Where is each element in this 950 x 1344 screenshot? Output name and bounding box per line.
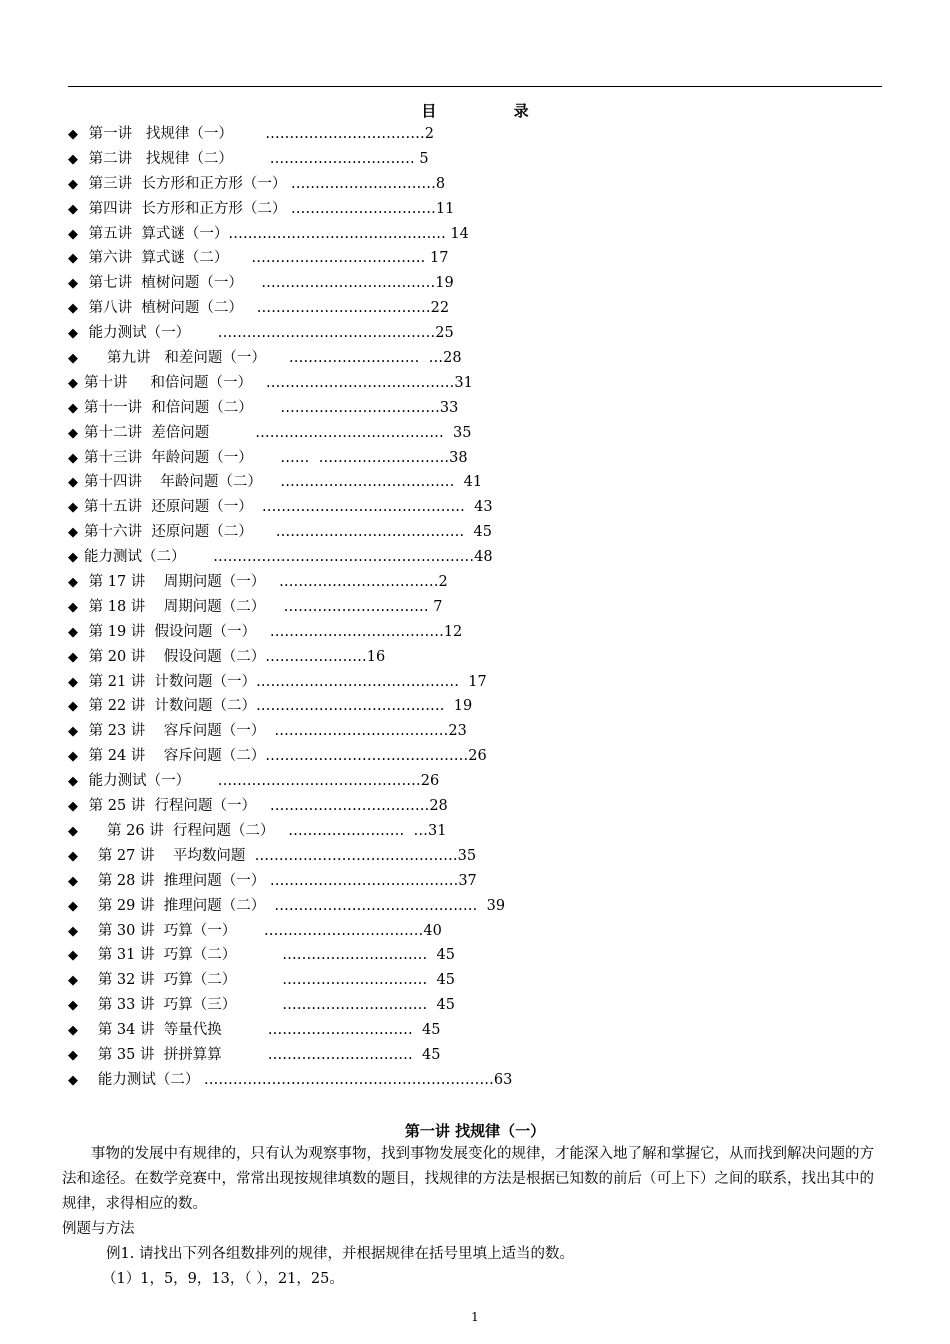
- toc-entry-text: 第 32 讲 巧算（二） ………………………… 45: [84, 972, 455, 989]
- diamond-bullet-icon: ◆: [68, 998, 78, 1014]
- diamond-bullet-icon: ◆: [68, 301, 78, 317]
- toc-entry: [68, 296, 548, 321]
- diamond-bullet-icon: ◆: [68, 649, 78, 665]
- diamond-bullet-icon: ◆: [68, 624, 78, 640]
- toc-entry: [68, 620, 548, 645]
- toc-entry-text: 第 17 讲 周期问题（一） ……………………………2: [84, 574, 448, 591]
- toc-entry: [68, 371, 548, 396]
- toc-entry: [68, 470, 548, 495]
- toc-entry: [68, 694, 548, 719]
- toc-entry: [68, 794, 548, 819]
- diamond-bullet-icon: ◆: [68, 898, 78, 914]
- toc-entry-text: 第 21 讲 计数问题（一）…………………………………… 17: [84, 673, 487, 690]
- toc-entry: [68, 968, 548, 993]
- diamond-bullet-icon: ◆: [68, 749, 78, 765]
- toc-entry-text: 第 26 讲 行程问题（二） …………………… …31: [84, 822, 447, 839]
- diamond-bullet-icon: ◆: [68, 923, 78, 939]
- toc-entry-text: 第 35 讲 拼拼算算 ………………………… 45: [84, 1046, 441, 1063]
- diamond-bullet-icon: ◆: [68, 575, 78, 591]
- diamond-bullet-icon: ◆: [68, 375, 78, 391]
- diamond-bullet-icon: ◆: [68, 400, 78, 416]
- toc-entry: [68, 346, 548, 371]
- toc-entry-text: 第 22 讲 计数问题（二）………………………………… 19: [84, 698, 473, 715]
- toc-entry: [68, 1018, 548, 1043]
- toc-entry: [68, 520, 548, 545]
- toc-entry-text: 第 31 讲 巧算（二） ………………………… 45: [84, 947, 455, 964]
- diamond-bullet-icon: ◆: [68, 351, 78, 367]
- toc-entry: [68, 222, 548, 247]
- toc-entry: [68, 271, 548, 296]
- diamond-bullet-icon: ◆: [68, 799, 78, 815]
- toc-entry-text: 第 25 讲 行程问题（一） ……………………………28: [84, 798, 448, 815]
- diamond-bullet-icon: ◆: [68, 1047, 78, 1063]
- diamond-bullet-icon: ◆: [68, 1023, 78, 1039]
- toc-entry: [68, 894, 548, 919]
- diamond-bullet-icon: ◆: [68, 475, 78, 491]
- toc-entry-text: 第六讲 算式谜（二） ……………………………… 17: [84, 250, 449, 267]
- toc-entry-text: 能力测试（一） ………………………………………25: [84, 325, 454, 342]
- toc-entry-text: 第十三讲 年龄问题（一） …… ………………………38: [84, 449, 468, 466]
- diamond-bullet-icon: ◆: [68, 450, 78, 466]
- diamond-bullet-icon: ◆: [68, 525, 78, 541]
- page-number: 1: [471, 1310, 479, 1324]
- toc-entry-text: 第三讲 长方形和正方形（一） …………………………8: [84, 175, 446, 192]
- toc-entry-text: 第 23 讲 容斥问题（一） ………………………………23: [84, 723, 467, 740]
- lesson-heading: 第一讲 找规律（一）: [404, 1122, 546, 1140]
- toc-entry: [68, 595, 548, 620]
- section-label: 例题与方法: [62, 1221, 135, 1237]
- diamond-bullet-icon: ◆: [68, 674, 78, 690]
- toc-entry: [68, 122, 548, 147]
- toc-entry-text: 第九讲 和差问题（一） ……………………… …28: [84, 350, 462, 367]
- diamond-bullet-icon: ◆: [68, 425, 78, 441]
- toc-entry: [68, 1068, 548, 1093]
- toc-entry-text: 第 33 讲 巧算（三） ………………………… 45: [84, 997, 455, 1014]
- diamond-bullet-icon: ◆: [68, 151, 78, 167]
- toc-entry-text: 第八讲 植树问题（二） ………………………………22: [84, 300, 450, 317]
- toc-entry-text: 第七讲 植树问题（一） ………………………………19: [84, 275, 454, 292]
- table-of-contents: [68, 122, 548, 1093]
- toc-entry: [68, 719, 548, 744]
- toc-entry-text: 第十六讲 还原问题（二） ………………………………… 45: [84, 524, 492, 541]
- diamond-bullet-icon: ◆: [68, 873, 78, 889]
- diamond-bullet-icon: ◆: [68, 948, 78, 964]
- toc-entry: [68, 197, 548, 222]
- toc-entry: [68, 1043, 548, 1068]
- diamond-bullet-icon: ◆: [68, 724, 78, 740]
- toc-entry: [68, 396, 548, 421]
- toc-entry-text: 能力测试（二） ……………………………………………………63: [84, 1071, 513, 1088]
- diamond-bullet-icon: ◆: [68, 500, 78, 516]
- toc-entry-text: 第 20 讲 假设问题（二）…………………16: [84, 648, 386, 665]
- toc-entry-text: 第 34 讲 等量代换 ………………………… 45: [84, 1022, 441, 1039]
- toc-entry-text: 第 18 讲 周期问题（二） ………………………… 7: [84, 598, 443, 615]
- toc-entry: [68, 670, 548, 695]
- toc-entry-text: 第一讲 找规律（一） ……………………………2: [84, 126, 434, 142]
- toc-entry-text: 第二讲 找规律（二） ………………………… 5: [84, 150, 429, 167]
- diamond-bullet-icon: ◆: [68, 226, 78, 242]
- diamond-bullet-icon: ◆: [68, 848, 78, 864]
- diamond-bullet-icon: ◆: [68, 276, 78, 292]
- diamond-bullet-icon: ◆: [68, 201, 78, 217]
- toc-entry-text: 第 24 讲 容斥问题（二）……………………………………26: [84, 748, 487, 765]
- diamond-bullet-icon: ◆: [68, 1072, 78, 1088]
- toc-entry-text: 第四讲 长方形和正方形（二） …………………………11: [84, 200, 455, 217]
- toc-entry: [68, 645, 548, 670]
- diamond-bullet-icon: ◆: [68, 176, 78, 192]
- toc-entry-text: 能力测试（一） ……………………………………26: [84, 773, 440, 790]
- toc-entry: [68, 943, 548, 968]
- toc-entry-text: 第十四讲 年龄问题（二） ……………………………… 41: [84, 474, 483, 491]
- toc-entry-text: 第十二讲 差倍问题 ………………………………… 35: [84, 424, 472, 441]
- toc-entry: [68, 993, 548, 1018]
- toc-entry: [68, 446, 548, 471]
- toc-entry: [68, 844, 548, 869]
- toc-entry: [68, 421, 548, 446]
- toc-entry-text: 第十五讲 还原问题（一） …………………………………… 43: [84, 499, 493, 516]
- diamond-bullet-icon: ◆: [68, 127, 78, 142]
- diamond-bullet-icon: ◆: [68, 599, 78, 615]
- toc-entry: [68, 321, 548, 346]
- toc-entry: [68, 570, 548, 595]
- toc-entry: [68, 869, 548, 894]
- toc-entry: [68, 246, 548, 271]
- diamond-bullet-icon: ◆: [68, 550, 78, 566]
- lesson-intro: 事物的发展中有规律的，只有认为观察事物，找到事物发展变化的规律，才能深入地了解和掌握它，从而找到解决问题的方法和途径。在数学竞赛中，常常出现按规律填数的题目，找规律的方法是根据已知数的前后（可上下）之间的联系，找出其中的规律，求得相应的数。: [62, 1146, 874, 1212]
- toc-title: 目 录: [421, 102, 565, 120]
- diamond-bullet-icon: ◆: [68, 973, 78, 989]
- toc-entry: [68, 819, 548, 844]
- toc-entry: [68, 744, 548, 769]
- toc-entry: [68, 172, 548, 197]
- lesson-body: [62, 1142, 886, 1292]
- toc-entry: [68, 495, 548, 520]
- diamond-bullet-icon: ◆: [68, 774, 78, 790]
- example-item: （1）1，5，9，13，（ ），21，25。: [102, 1271, 344, 1287]
- toc-entry: [68, 147, 548, 172]
- toc-entry-text: 第 27 讲 平均数问题 ……………………………………35: [84, 847, 477, 864]
- toc-entry: [68, 545, 548, 570]
- diamond-bullet-icon: ◆: [68, 326, 78, 342]
- diamond-bullet-icon: ◆: [68, 699, 78, 715]
- top-rule: [68, 86, 882, 87]
- toc-entry-text: 第 30 讲 巧算（一） ……………………………40: [84, 922, 442, 939]
- diamond-bullet-icon: ◆: [68, 251, 78, 267]
- toc-entry-text: 能力测试（二） ………………………………………………48: [84, 549, 493, 566]
- toc-entry-text: 第十一讲 和倍问题（二） ……………………………33: [84, 399, 459, 416]
- toc-entry: [68, 919, 548, 944]
- toc-entry-text: 第十讲 和倍问题（一） …………………………………31: [84, 374, 473, 391]
- toc-entry-text: 第 19 讲 假设问题（一） ………………………………12: [84, 623, 463, 640]
- toc-entry: [68, 769, 548, 794]
- toc-entry-text: 第 28 讲 推理问题（一） …………………………………37: [84, 872, 477, 889]
- toc-entry-text: 第五讲 算式谜（一）……………………………………… 14: [84, 225, 469, 242]
- diamond-bullet-icon: ◆: [68, 823, 78, 839]
- example-prompt: 例1. 请找出下列各组数排列的规律，并根据规律在括号里填上适当的数。: [106, 1246, 574, 1262]
- toc-entry-text: 第 29 讲 推理问题（二） …………………………………… 39: [84, 897, 506, 914]
